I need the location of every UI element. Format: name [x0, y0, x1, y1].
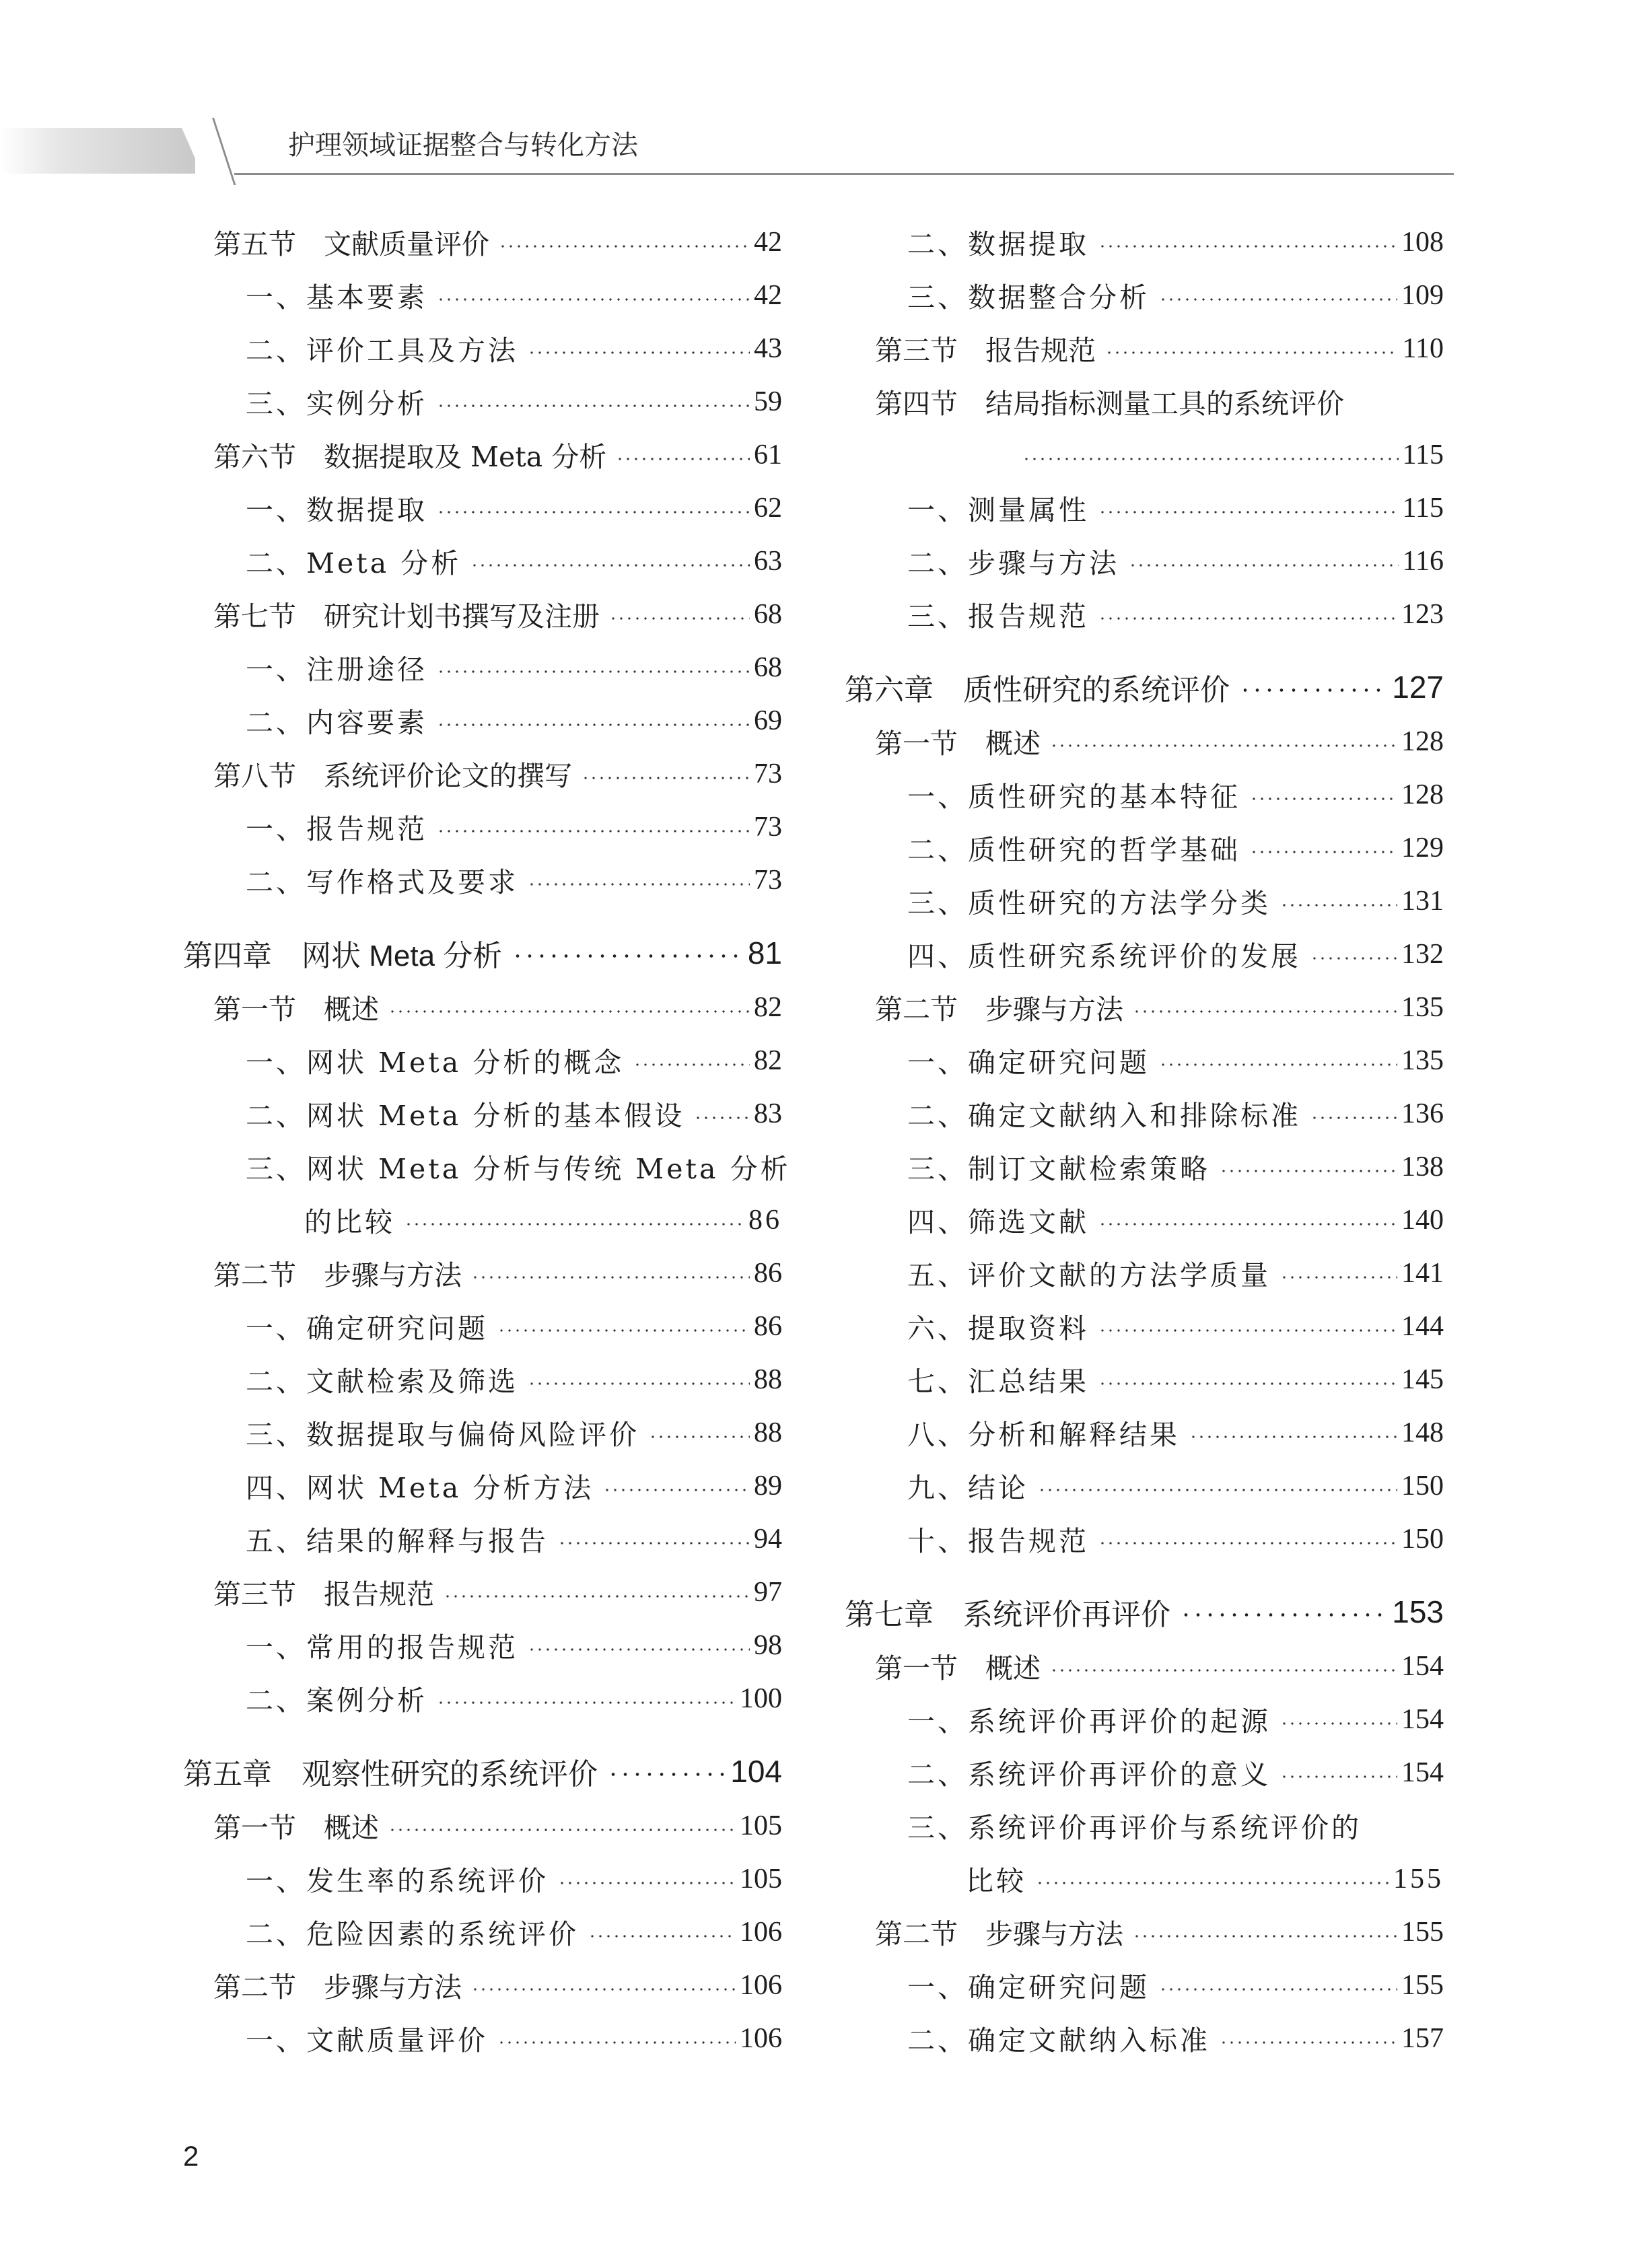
toc-entry-title: 四、筛选文献: [907, 1206, 1089, 1238]
toc-subsection-entry[interactable]: [845, 927, 1444, 981]
toc-page-number: 145: [1401, 1363, 1444, 1395]
toc-page-number: 127: [1392, 670, 1444, 705]
toc-entry-title: 二、质性研究的哲学基础: [907, 834, 1240, 866]
header-rule: [234, 173, 1454, 175]
toc-subsection-entry[interactable]: [845, 1246, 1444, 1300]
dot-leader: [633, 1063, 750, 1066]
toc-entry-title: 第三节 报告规范: [875, 334, 1096, 367]
dot-leader: [528, 351, 750, 354]
dot-leader: [558, 1882, 736, 1884]
toc-page-number: 100: [740, 1682, 782, 1714]
toc-entry-title: 九、结论: [907, 1472, 1028, 1504]
toc-page-number: 73: [754, 864, 782, 896]
dot-leader: [471, 1276, 750, 1279]
toc-page-number: 88: [754, 1417, 782, 1448]
dot-leader: [1133, 1010, 1397, 1013]
toc-page-number: 88: [754, 1363, 782, 1395]
toc-entry-title: 三、实例分析: [246, 388, 427, 420]
toc-entry-title: 第一节 概述: [213, 993, 379, 1026]
toc-page-number: 83: [754, 1098, 782, 1129]
toc-subsection-entry[interactable]: [183, 534, 782, 588]
toc-page-number: 42: [754, 279, 782, 311]
toc-page-number: 140: [1401, 1204, 1444, 1236]
toc-subsection-entry[interactable]: [845, 269, 1444, 322]
toc-entry-title: 一、发生率的系统评价: [246, 1865, 549, 1897]
toc-subsection-entry[interactable]: [183, 322, 782, 375]
toc-entry-title: 的比较: [304, 1206, 395, 1238]
toc-page-number: 154: [1401, 1757, 1444, 1788]
toc-page-number: 61: [754, 439, 782, 470]
dot-leader: [470, 564, 750, 567]
dot-leader: [437, 511, 750, 513]
dot-leader: [1036, 1882, 1389, 1884]
toc-section-entry[interactable]: [183, 1246, 782, 1300]
toc-entry-title: 第三节 报告规范: [213, 1578, 434, 1610]
toc-entry-title: 第四节 结局指标测量工具的系统评价: [875, 388, 1344, 420]
dot-leader: [607, 1773, 726, 1776]
toc-subsection-entry[interactable]: [183, 1512, 782, 1565]
toc-page-number: 63: [754, 545, 782, 577]
toc-section-entry[interactable]: [845, 981, 1444, 1034]
toc-page-number: 68: [754, 598, 782, 630]
toc-page-number: 42: [754, 226, 782, 258]
toc-page-number: 68: [754, 651, 782, 683]
toc-subsection-entry[interactable]: [845, 1034, 1444, 1087]
dot-leader: [1280, 1722, 1397, 1725]
running-header-title: 护理领域证据整合与转化方法: [288, 130, 638, 161]
dot-leader: [1098, 1223, 1397, 1226]
toc-entry-title: 第一节 概述: [213, 1812, 379, 1844]
toc-page-number: 106: [740, 2022, 782, 2054]
toc-page-number: 86: [754, 1310, 782, 1342]
toc-page-number: 155: [1401, 1916, 1444, 1948]
toc-chapter-entry[interactable]: [183, 925, 782, 981]
toc-entry-title: 比较: [966, 1865, 1026, 1897]
toc-entry-continuation[interactable]: [845, 1852, 1444, 1905]
toc-subsection-entry[interactable]: [845, 821, 1444, 874]
toc-entry-continuation[interactable]: [183, 1193, 782, 1246]
toc-entry-title: 一、质性研究的基本特征: [907, 781, 1240, 813]
dot-leader: [444, 1595, 750, 1598]
toc-page-number: 104: [730, 1754, 782, 1789]
toc-entry-title: 一、测量属性: [907, 494, 1089, 526]
toc-subsection-entry[interactable]: [845, 588, 1444, 641]
toc-section-entry[interactable]: [183, 747, 782, 800]
toc-entry-title: 一、注册途径: [246, 653, 427, 686]
dot-leader: [1250, 798, 1397, 800]
dot-leader: [609, 617, 750, 620]
toc-page-number: 43: [754, 332, 782, 364]
toc-subsection-entry[interactable]: [845, 768, 1444, 821]
dot-leader: [1050, 744, 1397, 747]
toc-page-number: 82: [754, 991, 782, 1023]
page-number: 2: [183, 2140, 199, 2172]
toc-section-entry[interactable]: [183, 588, 782, 641]
toc-entry-title: 三、数据整合分析: [907, 281, 1150, 314]
toc-subsection-entry[interactable]: [183, 1672, 782, 1725]
dot-leader: [649, 1436, 750, 1438]
toc-entry-title: 二、写作格式及要求: [246, 866, 518, 898]
toc-page-number: 138: [1401, 1151, 1444, 1182]
dot-leader: [437, 723, 750, 726]
toc-page-number: 62: [754, 492, 782, 524]
toc-entry-title: 第七节 研究计划书撰写及注册: [213, 600, 600, 633]
toc-entry-title: 第六章 质性研究的系统评价: [845, 674, 1230, 707]
toc-page-number: 128: [1401, 779, 1444, 810]
toc-entry-title: 二、内容要素: [246, 707, 427, 739]
toc-entry-title: 第五章 观察性研究的系统评价: [183, 1758, 598, 1791]
toc-section-entry[interactable]: [845, 322, 1444, 375]
toc-entry-title: 二、网状 Meta 分析的基本假设: [246, 1100, 685, 1132]
toc-page-number: 141: [1401, 1257, 1444, 1289]
toc-entry-title: 第五节 文献质量评价: [213, 228, 489, 260]
toc-section-entry[interactable]: [845, 1639, 1444, 1693]
toc-page-number: 157: [1401, 2022, 1444, 2054]
dot-leader: [558, 1542, 750, 1545]
toc-entry-title: 二、案例分析: [246, 1685, 427, 1717]
dot-leader: [1022, 458, 1399, 460]
toc-page-number: 154: [1401, 1703, 1444, 1735]
dot-leader: [497, 1329, 750, 1332]
toc-page-number: 131: [1401, 885, 1444, 917]
toc-entry-title: 二、系统评价再评价的意义: [907, 1759, 1271, 1791]
toc-page-number: 150: [1401, 1470, 1444, 1501]
toc-subsection-entry[interactable]: [183, 481, 782, 534]
toc-subsection-entry[interactable]: [183, 1353, 782, 1406]
toc-page-number: 108: [1401, 226, 1444, 258]
toc-subsection-entry[interactable]: [845, 1799, 1444, 1852]
toc-page-number: 144: [1401, 1310, 1444, 1342]
toc-page-number: 135: [1401, 1044, 1444, 1076]
toc-subsection-entry[interactable]: [183, 269, 782, 322]
toc-page-number: 69: [754, 705, 782, 736]
toc-entry-title: 四、质性研究系统评价的发展: [907, 940, 1301, 972]
toc-entry-title: 第二节 步骤与方法: [213, 1259, 462, 1291]
dot-leader: [1220, 2041, 1397, 2044]
toc-page-number: 105: [740, 1810, 782, 1841]
toc-subsection-entry[interactable]: [183, 1619, 782, 1672]
toc-page-number: 150: [1401, 1523, 1444, 1555]
toc-page-number: 155: [1401, 1969, 1444, 2001]
toc-left-column: [183, 215, 791, 2065]
dot-leader: [1098, 245, 1397, 248]
toc-page-number: 59: [754, 386, 782, 417]
toc-subsection-entry[interactable]: [183, 1459, 782, 1512]
toc-entry-title: 第六节 数据提取及 Meta 分析: [213, 441, 607, 473]
header-decoration: [0, 128, 195, 174]
toc-subsection-entry[interactable]: [183, 694, 782, 747]
toc-section-entry[interactable]: [183, 1799, 782, 1852]
toc-section-entry[interactable]: [183, 428, 782, 481]
toc-entry-title: 一、数据提取: [246, 494, 427, 526]
dot-leader: [1239, 688, 1388, 692]
toc-entry-title: 第一节 概述: [875, 728, 1041, 760]
toc-subsection-entry[interactable]: [845, 1512, 1444, 1565]
toc-subsection-entry[interactable]: [183, 1406, 782, 1459]
toc-subsection-entry[interactable]: [183, 2012, 782, 2065]
dot-leader: [1159, 1988, 1397, 1991]
toc-subsection-entry[interactable]: [845, 874, 1444, 927]
toc-section-entry[interactable]: [183, 1958, 782, 2012]
toc-entry-title: 三、质性研究的方法学分类: [907, 887, 1271, 919]
dot-leader: [1098, 1542, 1397, 1545]
dot-leader: [497, 2041, 736, 2044]
toc-page-number: 86: [748, 1204, 782, 1236]
toc-entry-title: 三、数据提取与偏倚风险评价: [246, 1419, 639, 1451]
dot-leader: [1133, 1935, 1397, 1938]
toc-subsection-entry[interactable]: [845, 1406, 1444, 1459]
toc-section-entry[interactable]: [183, 215, 782, 269]
toc-page-number: 73: [754, 758, 782, 789]
toc-subsection-entry[interactable]: [183, 1034, 782, 1087]
dot-leader: [1129, 564, 1399, 567]
toc-entry-title: 二、评价工具及方法: [246, 334, 518, 367]
dot-leader: [437, 670, 750, 673]
toc-entry-title: 一、确定研究问题: [907, 1047, 1150, 1079]
dot-leader: [1189, 1436, 1397, 1438]
dot-leader: [1280, 904, 1397, 907]
toc-entry-title: 第四章 网状 Meta 分析: [183, 940, 503, 972]
toc-entry-title: 八、分析和解释结果: [907, 1419, 1180, 1451]
toc-page-number: 89: [754, 1470, 782, 1501]
toc-page-number: 154: [1401, 1650, 1444, 1682]
toc-entry-title: 十、报告规范: [907, 1525, 1089, 1557]
dot-leader: [437, 298, 750, 301]
dot-leader: [388, 1829, 736, 1831]
toc-entry-title: 三、制订文献检索策略: [907, 1153, 1210, 1185]
dot-leader: [1250, 851, 1397, 853]
toc-subsection-entry[interactable]: [845, 1353, 1444, 1406]
toc-entry-title: 二、确定文献纳入和排除标准: [907, 1100, 1301, 1132]
dot-leader: [1098, 1382, 1397, 1385]
dot-leader: [405, 1223, 744, 1226]
toc-entry-title: 一、报告规范: [246, 813, 427, 845]
toc-subsection-entry[interactable]: [845, 215, 1444, 269]
toc-entry-title: 第二节 步骤与方法: [213, 1971, 462, 2004]
dot-leader: [1050, 1669, 1397, 1672]
toc-page-number: 110: [1402, 332, 1444, 364]
toc-page-number: 123: [1401, 598, 1444, 630]
dot-leader: [388, 1010, 750, 1013]
toc-chapter-entry[interactable]: [183, 1744, 782, 1799]
dot-leader: [528, 1382, 750, 1385]
dot-leader: [1159, 298, 1397, 301]
toc-page-number: 116: [1402, 545, 1444, 577]
toc-subsection-entry[interactable]: [845, 1693, 1444, 1746]
toc-entry-title: 一、确定研究问题: [907, 1971, 1150, 2004]
toc-chapter-entry[interactable]: [845, 1584, 1444, 1639]
toc-entry-title: 一、文献质量评价: [246, 2024, 488, 2057]
dot-leader: [437, 404, 750, 407]
toc-page-number: 106: [740, 1969, 782, 2001]
dot-leader: [1280, 1276, 1397, 1279]
dot-leader: [603, 1489, 750, 1491]
toc-subsection-entry[interactable]: [183, 1300, 782, 1353]
toc-section-entry[interactable]: [183, 981, 782, 1034]
toc-page-number: 106: [740, 1916, 782, 1948]
toc-subsection-entry[interactable]: [845, 1087, 1444, 1140]
toc-entry-title: 第一节 概述: [875, 1652, 1041, 1685]
toc-entry-title: 第二节 步骤与方法: [875, 1918, 1123, 1950]
dot-leader: [1180, 1613, 1388, 1617]
toc-entry-title: 二、数据提取: [907, 228, 1089, 260]
toc-entry-title: 五、结果的解释与报告: [246, 1525, 549, 1557]
toc-entry-title: 三、报告规范: [907, 600, 1089, 633]
toc-section-entry[interactable]: [845, 1905, 1444, 1958]
toc-page-number: 115: [1402, 439, 1444, 470]
dot-leader: [512, 954, 744, 958]
toc-subsection-entry[interactable]: [183, 1140, 791, 1193]
toc-page-number: 81: [747, 935, 782, 970]
dot-leader: [1159, 1063, 1397, 1066]
toc-page-number: 105: [740, 1863, 782, 1894]
toc-entry-title: 三、网状 Meta 分析与传统 Meta 分析: [246, 1153, 791, 1185]
toc-subsection-entry[interactable]: [845, 534, 1444, 588]
toc-page-number: 155: [1393, 1863, 1444, 1894]
toc-entry-title: 三、系统评价再评价与系统评价的: [907, 1812, 1362, 1844]
dot-leader: [1310, 1117, 1397, 1119]
toc-subsection-entry[interactable]: [183, 1905, 782, 1958]
dot-leader: [1280, 1775, 1397, 1778]
toc-subsection-entry[interactable]: [183, 800, 782, 853]
toc-page-number: 97: [754, 1576, 782, 1608]
toc-page-number: 86: [754, 1257, 782, 1289]
toc-page-number: 98: [754, 1629, 782, 1661]
toc-subsection-entry[interactable]: [845, 2012, 1444, 2065]
dot-leader: [1310, 957, 1397, 960]
dot-leader: [528, 1648, 750, 1651]
dot-leader: [1098, 617, 1397, 620]
toc-page-number: 82: [754, 1044, 782, 1076]
dot-leader: [1220, 1170, 1397, 1172]
toc-section-entry[interactable]: [183, 1565, 782, 1619]
dot-leader: [1038, 1489, 1397, 1491]
toc-subsection-entry[interactable]: [845, 481, 1444, 534]
toc-entry-title: 第八节 系统评价论文的撰写: [213, 760, 572, 792]
toc-entry-title: 一、系统评价再评价的起源: [907, 1705, 1271, 1738]
toc-page-number: 129: [1401, 832, 1444, 863]
dot-leader: [471, 1988, 736, 1991]
dot-leader: [1098, 1329, 1397, 1332]
toc-entry-title: 二、Meta 分析: [246, 547, 462, 579]
toc-subsection-entry[interactable]: [183, 641, 782, 694]
toc-page-number: 73: [754, 811, 782, 843]
toc-page-number: 153: [1392, 1594, 1444, 1629]
dot-leader: [528, 883, 750, 886]
toc-entry-title: 一、确定研究问题: [246, 1312, 488, 1345]
toc-page-number: 115: [1402, 492, 1444, 524]
toc-entry-title: 一、基本要素: [246, 281, 427, 314]
toc-subsection-entry[interactable]: [845, 1193, 1444, 1246]
toc-page-number: 94: [754, 1523, 782, 1555]
toc-right-column: [845, 215, 1444, 2065]
toc-page-number: 135: [1401, 991, 1444, 1023]
dot-leader: [1098, 511, 1399, 513]
toc-entry-title: 第二节 步骤与方法: [875, 993, 1123, 1026]
header-divider-slant: [212, 118, 236, 185]
toc-entry-title: 二、确定文献纳入标准: [907, 2024, 1210, 2057]
toc-page-number: 136: [1401, 1098, 1444, 1129]
toc-subsection-entry[interactable]: [183, 1087, 782, 1140]
toc-entry-title: 一、网状 Meta 分析的概念: [246, 1047, 625, 1079]
toc-chapter-entry[interactable]: [845, 660, 1444, 715]
toc-entry-title: 七、汇总结果: [907, 1366, 1089, 1398]
toc-page-number: 109: [1401, 279, 1444, 311]
toc-subsection-entry[interactable]: [183, 853, 782, 907]
toc-section-entry[interactable]: [845, 375, 1444, 428]
toc-subsection-entry[interactable]: [845, 1300, 1444, 1353]
toc-page-number: 128: [1401, 725, 1444, 757]
dot-leader: [499, 245, 750, 248]
dot-leader: [437, 1701, 736, 1704]
dot-leader: [616, 458, 750, 460]
toc-entry-title: 四、网状 Meta 分析方法: [246, 1472, 594, 1504]
toc-entry-title: 二、步骤与方法: [907, 547, 1119, 579]
dot-leader: [694, 1117, 750, 1119]
toc-entry-title: 二、危险因素的系统评价: [246, 1918, 579, 1950]
toc-entry-title: 第七章 系统评价再评价: [845, 1598, 1170, 1631]
toc-page-number: 132: [1401, 938, 1444, 970]
dot-leader: [1105, 351, 1399, 354]
toc-subsection-entry[interactable]: [845, 1459, 1444, 1512]
toc-subsection-entry[interactable]: [183, 1852, 782, 1905]
toc-entry-title: 一、常用的报告规范: [246, 1631, 518, 1664]
toc-entry-continuation[interactable]: [845, 428, 1444, 481]
toc-subsection-entry[interactable]: [845, 1958, 1444, 2012]
toc-subsection-entry[interactable]: [183, 375, 782, 428]
toc-subsection-entry[interactable]: [845, 1140, 1444, 1193]
toc-entry-title: 六、提取资料: [907, 1312, 1089, 1345]
toc-subsection-entry[interactable]: [845, 1746, 1444, 1799]
dot-leader: [588, 1935, 736, 1938]
toc-entry-title: 五、评价文献的方法学质量: [907, 1259, 1271, 1291]
dot-leader: [582, 777, 750, 779]
toc-section-entry[interactable]: [845, 715, 1444, 768]
toc-entry-title: 二、文献检索及筛选: [246, 1366, 518, 1398]
toc-page-number: 148: [1401, 1417, 1444, 1448]
dot-leader: [437, 830, 750, 832]
